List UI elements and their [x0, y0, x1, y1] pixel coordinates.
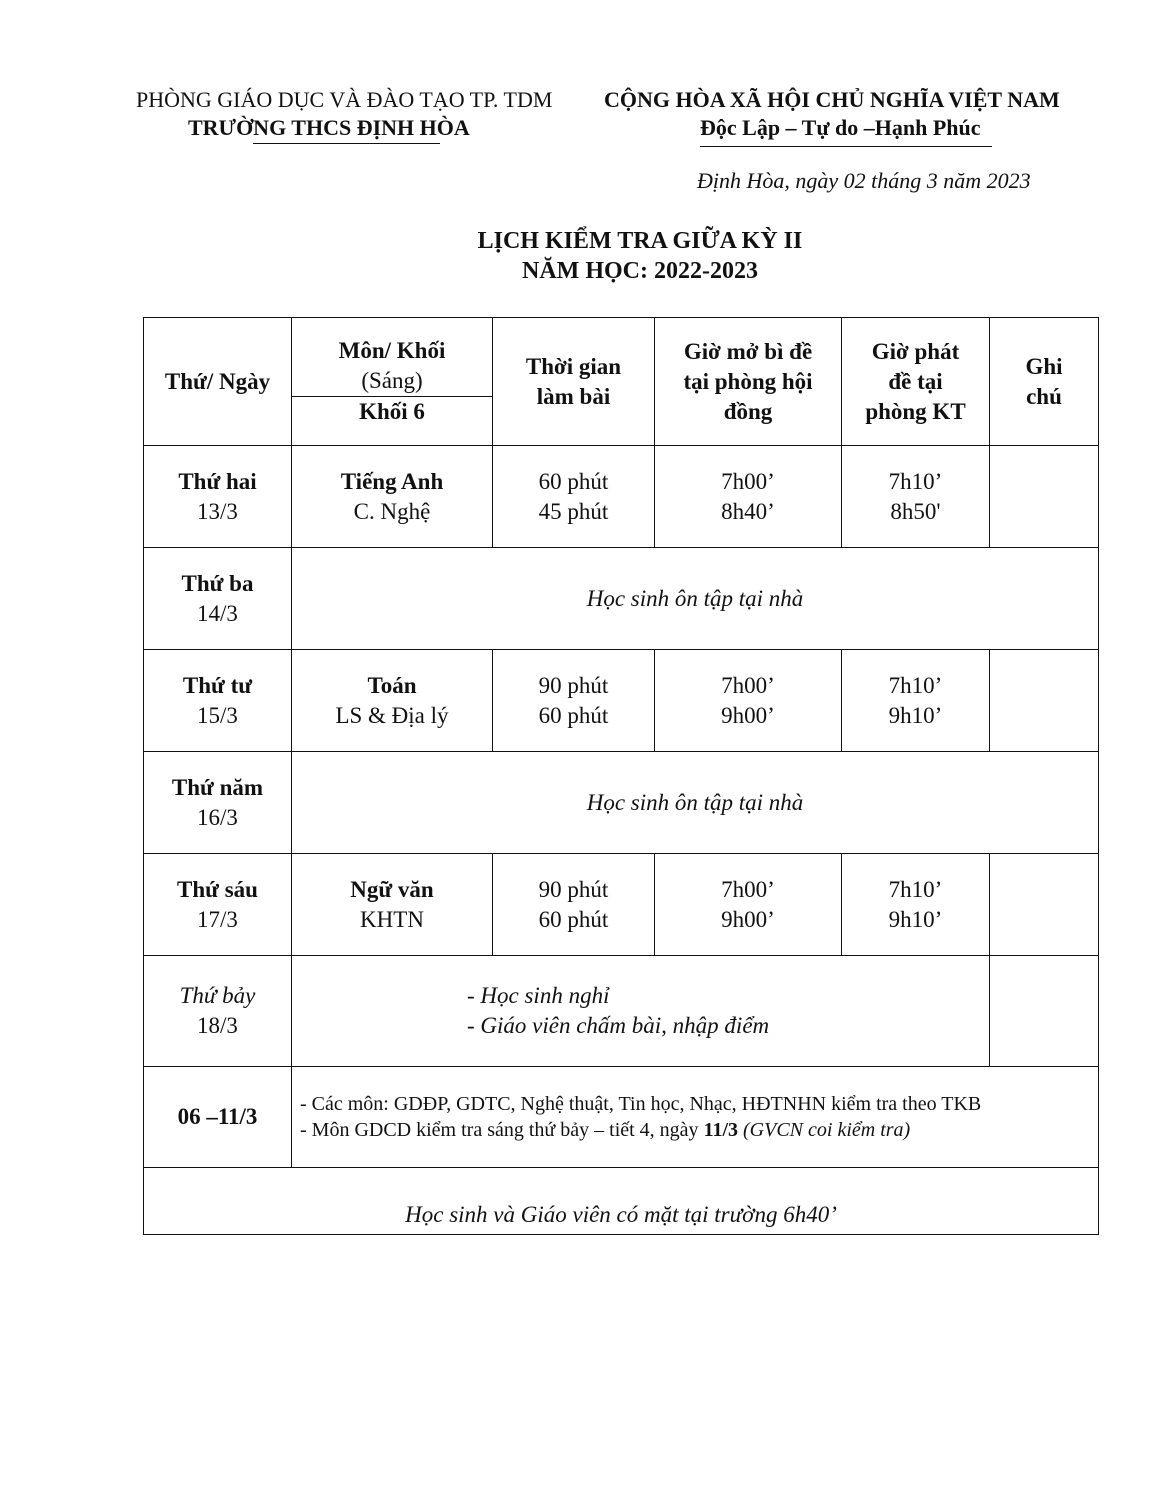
header-day: Thứ/ Ngày: [144, 318, 292, 446]
country-name: CỘNG HÒA XÃ HỘI CHỦ NGHĨA VIỆT NAM: [604, 87, 1060, 112]
table-header-row: [144, 318, 1099, 446]
header-note: Ghi chú: [990, 318, 1099, 446]
school-name: TRƯỜNG THCS ĐỊNH HÒA: [188, 115, 470, 140]
table-row: Thứ sáu 17/3 Ngữ văn KHTN 90 phút 60 phút 7h00’ 9h00’ 7h10’ 9h10’: [144, 854, 1099, 956]
school-year: NĂM HỌC: 2022-2023: [522, 258, 758, 284]
national-motto: Độc Lập – Tự do –Hạnh Phúc: [700, 115, 981, 140]
department-name: PHÒNG GIÁO DỤC VÀ ĐÀO TẠO TP. TDM: [136, 87, 553, 112]
table-row: Thứ ba 14/3 Học sinh ôn tập tại nhà: [144, 548, 1099, 650]
header-distribute-time: Giờ phát đề tại phòng KT: [842, 318, 990, 446]
table-row: Thứ tư 15/3 Toán LS & Địa lý 90 phút 60 phút 7h00’ 9h00’ 7h10’ 9h10’: [144, 650, 1099, 752]
table-row: Thứ hai 13/3 Tiếng Anh C. Nghệ 60 phút 45 phút 7h00’ 8h40’ 7h10’ 8h50': [144, 446, 1099, 548]
header-open-time: Giờ mở bì đề tại phòng hội đồng: [655, 318, 842, 446]
table-footer-row: Học sinh và Giáo viên có mặt tại trường 6h40’: [144, 1168, 1099, 1235]
header-duration: Thời gian làm bài: [493, 318, 655, 446]
school-underline: [253, 143, 440, 144]
table-row: Thứ năm 16/3 Học sinh ôn tập tại nhà: [144, 752, 1099, 854]
exam-schedule-table: [143, 317, 1099, 1235]
table-row: Thứ bảy 18/3 - Học sinh nghỉ - Giáo viên chấm bài, nhập điểm: [144, 956, 1099, 1067]
table-row: 06 –11/3 - Các môn: GDĐP, GDTC, Nghệ thuật, Tin học, Nhạc, HĐTNHN kiểm tra theo TKB - Môn GDCD kiểm tra sáng thứ bảy – tiết 4, ngày 11/3 (GVCN coi kiểm tra): [144, 1067, 1099, 1168]
header-subject: Môn/ Khối (Sáng) Khối 6: [292, 318, 493, 446]
motto-underline: [700, 146, 992, 147]
document-date: Định Hòa, ngày 02 tháng 3 năm 2023: [697, 168, 1031, 193]
document-title: LỊCH KIỂM TRA GIỮA KỲ II: [477, 228, 803, 254]
